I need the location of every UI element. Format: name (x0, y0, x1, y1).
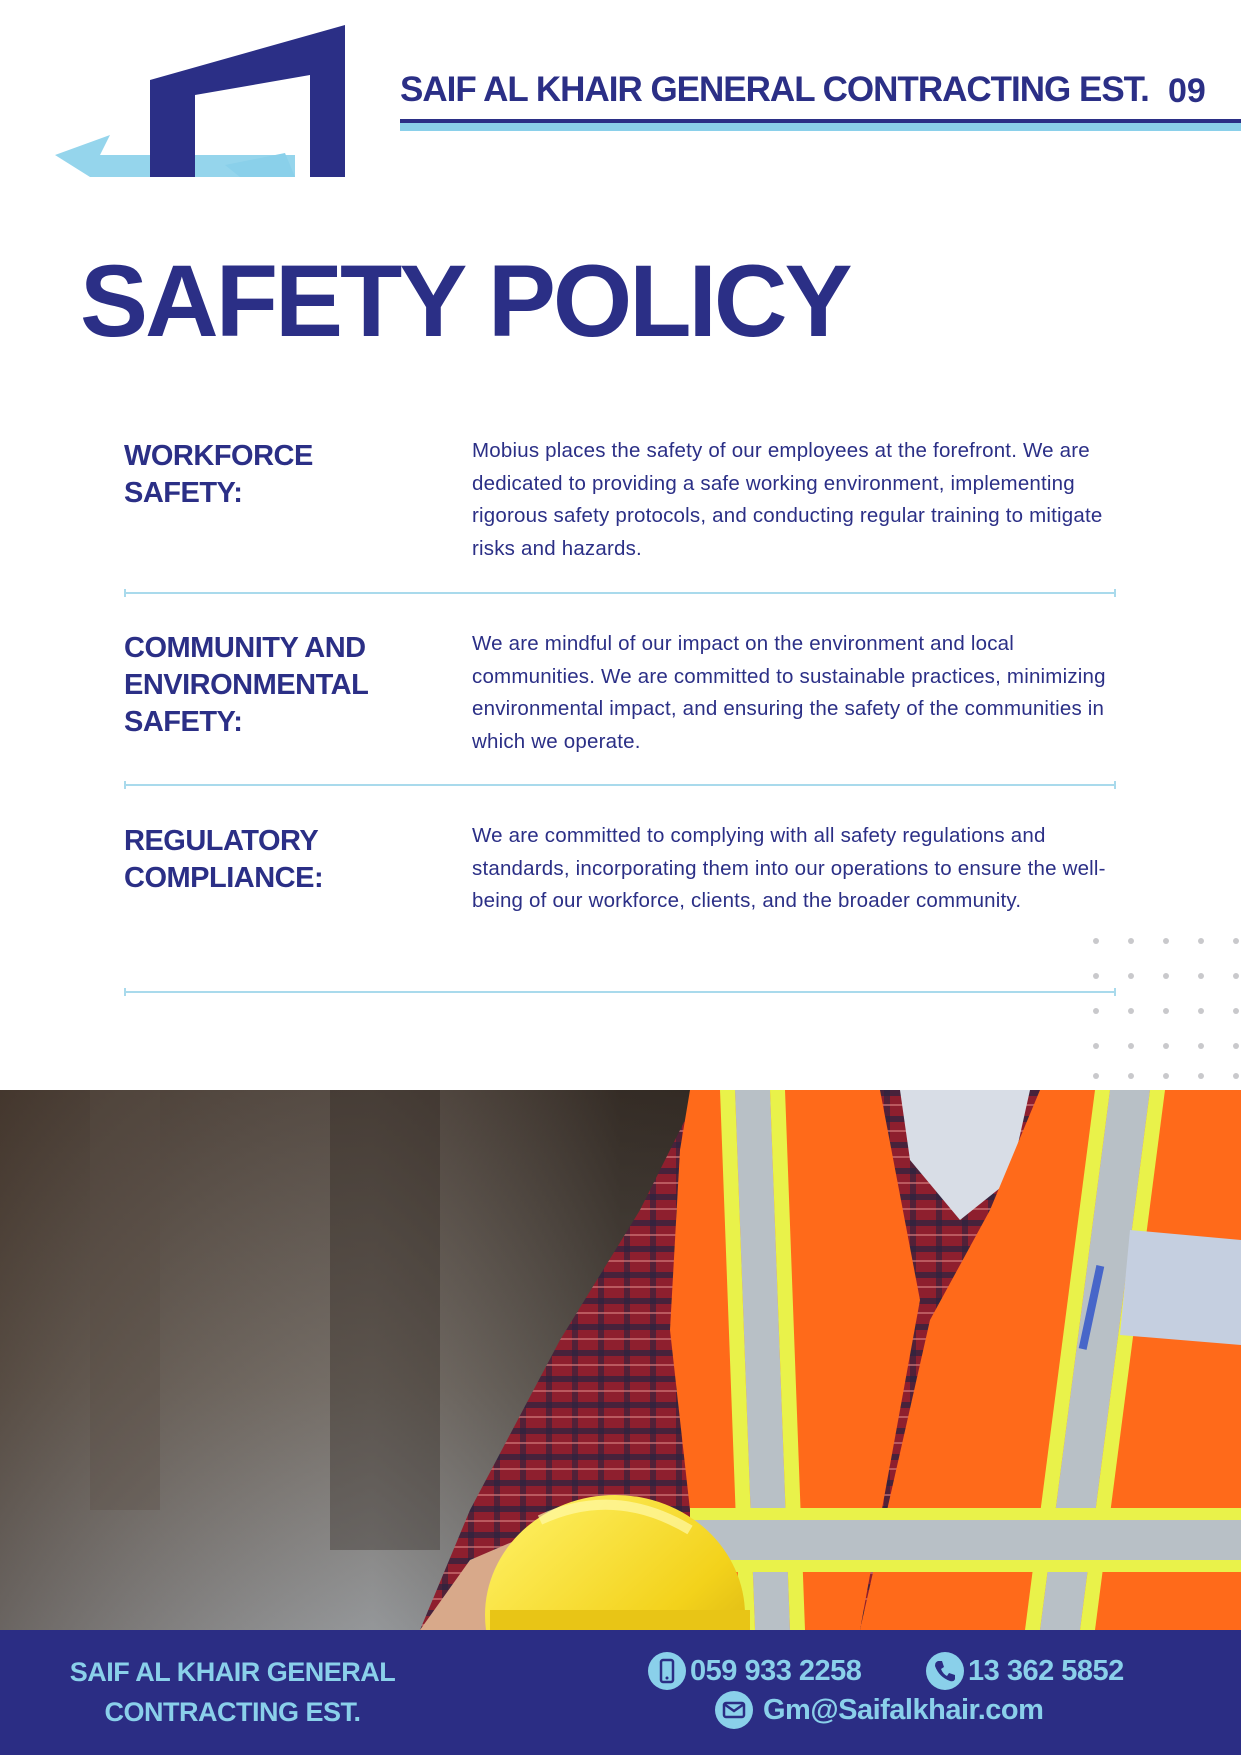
mobile-phone-number: 059 933 2258 (690, 1654, 862, 1687)
section-heading-workforce-safety (124, 438, 454, 512)
worker-safety-photo (0, 1090, 1241, 1630)
section-heading-community-environmental-safety (124, 630, 454, 741)
section-divider (124, 991, 1116, 993)
page-footer (0, 1630, 1241, 1755)
section-body-community-environmental-safety: We are mindful of our impact on the environment and local communities. We are committed to sustainable practices, minimizing environmental impact, and ensuring the safety of the communities in which we operate. (472, 632, 1106, 753)
email-icon (715, 1691, 753, 1729)
section-divider (124, 592, 1116, 594)
page-title: SAFETY POLICY (80, 244, 850, 358)
landline-phone-contact[interactable] (926, 1652, 1124, 1690)
section-heading-line: WORKFORCE (124, 440, 313, 472)
section-heading-line: COMMUNITY AND (124, 632, 366, 664)
footer-company-line: CONTRACTING EST. (104, 1697, 361, 1727)
mobile-phone-contact[interactable] (648, 1652, 861, 1690)
section-heading-line: REGULATORY (124, 825, 319, 857)
section-heading-line: ENVIRONMENTAL (124, 669, 369, 701)
footer-company-line: SAIF AL KHAIR GENERAL (69, 1657, 396, 1687)
email-contact[interactable] (715, 1691, 1043, 1729)
company-logo (55, 25, 345, 177)
mobile-phone-icon (648, 1652, 686, 1690)
email-address: Gm@Saifalkhair.com (763, 1693, 1044, 1726)
section-divider (124, 784, 1116, 786)
section-heading-line: SAFETY: (124, 706, 243, 738)
section-heading-line: COMPLIANCE: (124, 862, 324, 894)
phone-icon (926, 1652, 964, 1690)
section-body-workforce-safety: Mobius places the safety of our employees at the forefront. We are dedicated to providing a safe working environment, implementing rigorous safety protocols, and conducting regular training to mitigate risks and hazards. (472, 439, 1103, 560)
decorative-dot-grid (1090, 935, 1241, 1085)
footer-company-name (40, 1652, 425, 1732)
header-company-name: SAIF AL KHAIR GENERAL CONTRACTING EST. (400, 70, 1149, 109)
header-rule-accent (400, 123, 1241, 131)
landline-phone-number: 13 362 5852 (968, 1654, 1124, 1687)
section-body-regulatory-compliance: We are committed to complying with all safety regulations and standards, incorporating them into our operations to ensure the well-being of our workforce, clients, and the broader community. (472, 824, 1106, 912)
section-heading-regulatory-compliance (124, 823, 454, 897)
section-heading-line: SAFETY: (124, 477, 243, 509)
page-number: 09 (1168, 72, 1206, 110)
